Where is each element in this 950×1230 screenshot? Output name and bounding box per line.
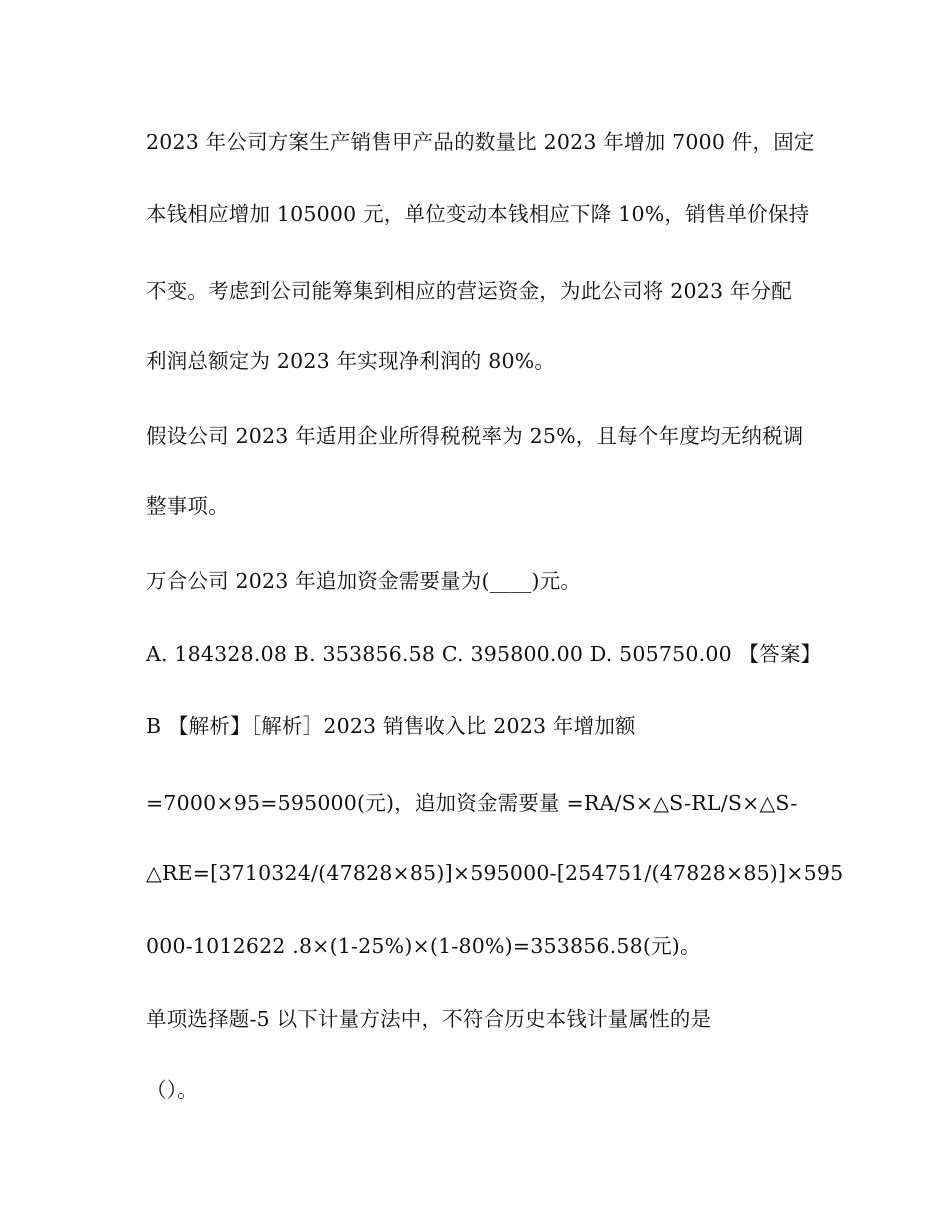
paragraph-line-6: 整事项。 bbox=[146, 494, 229, 518]
analysis-line-2: =7000×95=595000(元)，追加资金需要量 =RA/S×△S-RL/S×△S- bbox=[146, 791, 798, 815]
paragraph-line-4: 利润总额定为 2023 年实现净利润的 80%。 bbox=[146, 349, 556, 373]
paragraph-line-3: 不变。考虑到公司能筹集到相应的营运资金，为此公司将 2023 年分配 bbox=[146, 279, 793, 303]
question-line: 万合公司 2023 年追加资金需要量为(____)元。 bbox=[146, 569, 582, 593]
question-5-line-2: （）。 bbox=[146, 1078, 198, 1102]
options-answer-line: A. 184328.08 B. 353856.58 C. 395800.00 D. 505750.00 【答案】 bbox=[146, 642, 822, 666]
paragraph-line-5: 假设公司 2023 年适用企业所得税税率为 25%，且每个年度均无纳税调 bbox=[146, 424, 804, 448]
analysis-line-1: B 【解析】［解析］2023 销售收入比 2023 年增加额 bbox=[146, 714, 636, 738]
paragraph-line-2: 本钱相应增加 105000 元，单位变动本钱相应下降 10%，销售单价保持 bbox=[146, 202, 810, 226]
analysis-line-3: △RE=[3710324/(47828×85)]×595000-[254751/(47828×85)]×595 bbox=[146, 861, 844, 885]
question-5-line-1: 单项选择题-5 以下计量方法中，不符合历史本钱计量属性的是 bbox=[146, 1007, 712, 1031]
analysis-line-4: 000-1012622 .8×(1-25%)×(1-80%)=353856.58(元)。 bbox=[146, 934, 701, 958]
paragraph-line-1: 2023 年公司方案生产销售甲产品的数量比 2023 年增加 7000 件，固定 bbox=[146, 130, 815, 154]
